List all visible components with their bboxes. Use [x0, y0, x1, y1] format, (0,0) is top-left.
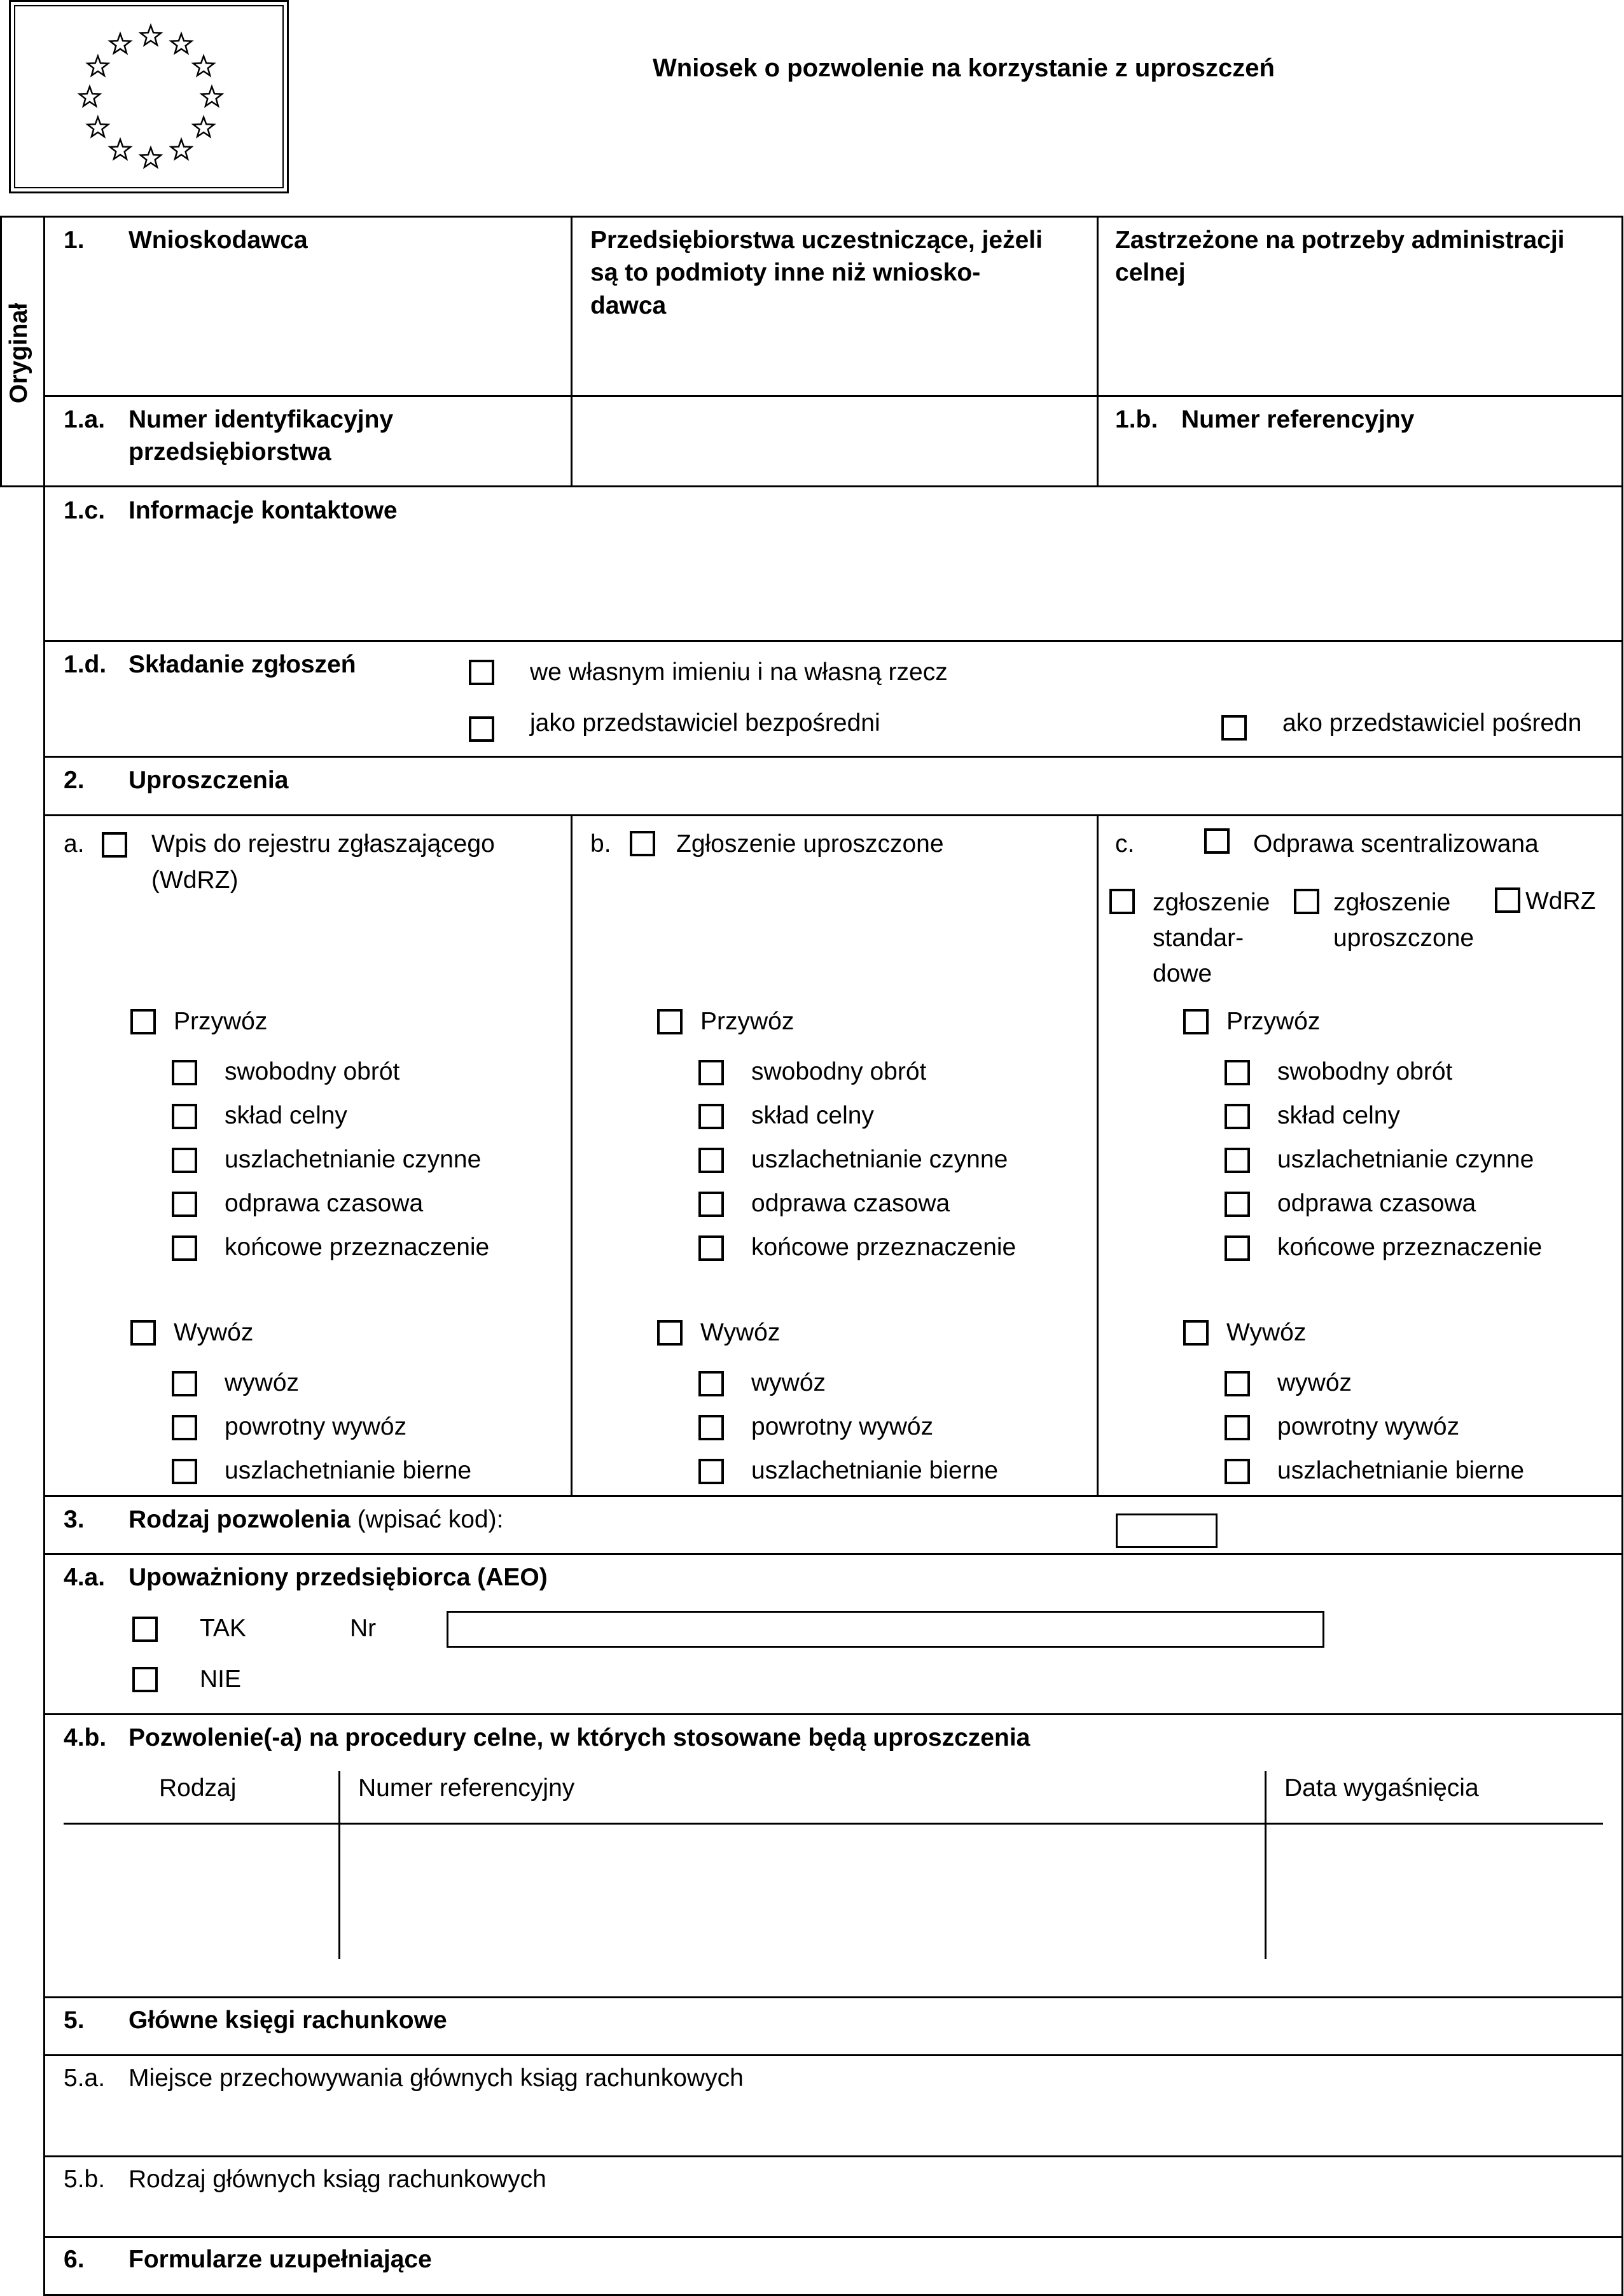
s4a-yes-label: TAK: [200, 1615, 246, 1642]
s2a-import-item-label: końcowe przeznaczenie: [225, 1234, 490, 1261]
s2b-export-item-checkbox[interactable]: [698, 1459, 724, 1484]
s2a-export-item-label: powrotny wywóz: [225, 1413, 407, 1440]
s2c-import-item-label: swobodny obrót: [1277, 1058, 1453, 1085]
s2b-export-label: Wywóz: [700, 1319, 781, 1346]
s5-number: 5.: [64, 2007, 85, 2034]
s2a-import-item-checkbox[interactable]: [172, 1192, 197, 1217]
eu-star-icon: [193, 56, 214, 76]
s2b-import-item-checkbox[interactable]: [698, 1148, 724, 1173]
eu-star-icon: [110, 139, 130, 159]
s3-label: Rodzaj pozwolenia (wpisać kod):: [128, 1506, 504, 1533]
s2c-import-item-label: uszlachetnianie czynne: [1277, 1146, 1534, 1173]
s2b-import-label: Przywóz: [700, 1008, 795, 1035]
side-label-original: Oryginał: [5, 302, 32, 404]
s3-code-input[interactable]: [1116, 1513, 1218, 1548]
s4b-col-expiry: Data wygaśnięcia: [1284, 1774, 1479, 1802]
s4b-number: 4.b.: [64, 1724, 107, 1751]
s2c-wdrz-label: WdRZ: [1525, 887, 1596, 915]
s2c-simplified-checkbox[interactable]: [1294, 889, 1319, 914]
s2c-simplified-label-1: zgłoszenie: [1333, 889, 1451, 916]
s2c-import-checkbox[interactable]: [1183, 1009, 1209, 1034]
s2a-import-item-label: skład celny: [225, 1102, 347, 1129]
s1d-indirect-rep-label: ako przedstawiciel pośredn: [1282, 709, 1582, 737]
eu-star-icon: [141, 25, 161, 45]
s5b-label: Rodzaj głównych ksiąg rachunkowych: [128, 2166, 546, 2193]
s2b-label: Zgłoszenie uproszczone: [676, 830, 944, 858]
eu-star-icon: [202, 87, 222, 106]
s2a-label-2: (WdRZ): [151, 866, 239, 894]
s6-label: Formularze uzupełniające: [128, 2246, 432, 2273]
s1-customs-reserved-2: celnej: [1115, 259, 1186, 286]
s2b-import-item-label: swobodny obrót: [751, 1058, 927, 1085]
s2b-import-item-label: odprawa czasowa: [751, 1190, 950, 1217]
eu-flag-logo: [9, 0, 289, 193]
s2b-import-item-label: uszlachetnianie czynne: [751, 1146, 1008, 1173]
s2-label: Uproszczenia: [128, 767, 289, 794]
s4b-label: Pozwolenie(-a) na procedury celne, w których stosowane będą uproszczenia: [128, 1724, 1031, 1751]
s4b-col-type: Rodzaj: [159, 1774, 237, 1802]
s2b-export-item-label: wywóz: [751, 1369, 826, 1396]
s2c-import-item-checkbox[interactable]: [1225, 1192, 1250, 1217]
s2-number: 2.: [64, 767, 85, 794]
eu-stars-circle-icon: [11, 2, 291, 195]
s1-customs-reserved-1: Zastrzeżone na potrzeby administracji: [1115, 226, 1565, 254]
s2a-export-item-label: wywóz: [225, 1369, 300, 1396]
s1-participants-label-1: Przedsiębiorstwa uczestniczące, jeżeli: [590, 226, 1043, 254]
s2c-import-item-checkbox[interactable]: [1225, 1148, 1250, 1173]
s6-number: 6.: [64, 2246, 85, 2273]
s2a-import-item-label: odprawa czasowa: [225, 1190, 424, 1217]
s2a-import-item-label: swobodny obrót: [225, 1058, 400, 1085]
s4a-no-label: NIE: [200, 1666, 242, 1693]
s2a-import-item-checkbox[interactable]: [172, 1235, 197, 1261]
eu-star-icon: [171, 139, 191, 159]
s1d-label: Składanie zgłoszeń: [128, 651, 356, 678]
s2a-export-checkbox[interactable]: [130, 1320, 156, 1346]
s2c-simplified-label-2: uproszczone: [1333, 924, 1475, 952]
s2b-simplified-checkbox[interactable]: [630, 831, 655, 856]
s2c-label: Odprawa scentralizowana: [1253, 830, 1539, 858]
s4a-nr-input[interactable]: [447, 1611, 1324, 1648]
s1d-number: 1.d.: [64, 651, 107, 678]
s3-number: 3.: [64, 1506, 85, 1533]
s1d-own-name-label: we własnym imieniu i na własną rzecz: [530, 658, 948, 686]
s2b-export-item-checkbox[interactable]: [698, 1371, 724, 1396]
s2c-import-item-checkbox[interactable]: [1225, 1060, 1250, 1085]
s2b-import-item-checkbox[interactable]: [698, 1104, 724, 1129]
s2c-import-item-label: końcowe przeznaczenie: [1277, 1234, 1543, 1261]
s2b-letter: b.: [590, 830, 611, 858]
s1-label: Wnioskodawca: [128, 226, 308, 254]
s1a-label-1: Numer identyfikacyjny: [128, 406, 394, 433]
s2a-export-item-checkbox[interactable]: [172, 1371, 197, 1396]
s2a-import-item-label: uszlachetnianie czynne: [225, 1146, 482, 1173]
s4a-yes-checkbox[interactable]: [132, 1617, 158, 1642]
s1d-own-name-checkbox[interactable]: [469, 660, 494, 685]
s1a-label-2: przedsiębiorstwa: [128, 438, 331, 466]
s2b-export-checkbox[interactable]: [657, 1320, 683, 1346]
s5a-number: 5.a.: [64, 2064, 106, 2092]
s5b-number: 5.b.: [64, 2166, 106, 2193]
s2a-import-item-checkbox[interactable]: [172, 1148, 197, 1173]
s1-participants-label-3: dawca: [590, 292, 667, 319]
s2a-import-item-checkbox[interactable]: [172, 1060, 197, 1085]
eu-star-icon: [88, 56, 108, 76]
s2c-export-item-label: uszlachetnianie bierne: [1277, 1457, 1525, 1484]
s2a-register-checkbox[interactable]: [102, 832, 127, 858]
s2b-import-item-checkbox[interactable]: [698, 1192, 724, 1217]
s1d-direct-rep-label: jako przedstawiciel bezpośredni: [530, 709, 880, 737]
s1b-label: Numer referencyjny: [1181, 406, 1415, 433]
s2b-import-item-checkbox[interactable]: [698, 1060, 724, 1085]
eu-star-icon: [110, 34, 130, 53]
s2c-standard-label-3: dowe: [1153, 960, 1212, 987]
s2c-import-item-label: odprawa czasowa: [1277, 1190, 1476, 1217]
s2b-import-checkbox[interactable]: [657, 1009, 683, 1034]
s2a-export-label: Wywóz: [174, 1319, 254, 1346]
eu-star-icon: [193, 117, 214, 137]
s1d-indirect-rep-checkbox[interactable]: [1221, 715, 1247, 741]
form-title: Wniosek o pozwolenie na korzystanie z uproszczeń: [653, 54, 1275, 82]
s2a-export-item-checkbox[interactable]: [172, 1459, 197, 1484]
s2a-label-1: Wpis do rejestru zgłaszającego: [151, 830, 495, 858]
s1-participants-label-2: są to podmioty inne niż wniosko-: [590, 259, 981, 286]
s2a-import-item-checkbox[interactable]: [172, 1104, 197, 1129]
s2a-export-item-label: uszlachetnianie bierne: [225, 1457, 472, 1484]
s2c-export-label: Wywóz: [1226, 1319, 1307, 1346]
s2c-import-item-checkbox[interactable]: [1225, 1235, 1250, 1261]
s2a-letter: a.: [64, 830, 85, 858]
s2b-import-item-checkbox[interactable]: [698, 1235, 724, 1261]
s4a-nr-label: Nr: [350, 1615, 377, 1642]
s1d-direct-rep-checkbox[interactable]: [469, 716, 494, 742]
eu-star-icon: [141, 148, 161, 167]
s2c-standard-checkbox[interactable]: [1109, 889, 1135, 914]
s2a-import-label: Przywóz: [174, 1008, 268, 1035]
s2a-import-checkbox[interactable]: [130, 1009, 156, 1034]
eu-star-icon: [80, 87, 100, 106]
s2c-export-checkbox[interactable]: [1183, 1320, 1209, 1346]
s2c-wdrz-checkbox[interactable]: [1495, 887, 1520, 913]
s2c-export-item-checkbox[interactable]: [1225, 1415, 1250, 1440]
s1-number: 1.: [64, 226, 85, 254]
s2b-import-item-label: skład celny: [751, 1102, 874, 1129]
s1c-label: Informacje kontaktowe: [128, 497, 398, 524]
s2c-letter: c.: [1115, 830, 1135, 858]
s2c-import-item-checkbox[interactable]: [1225, 1104, 1250, 1129]
s2b-import-item-label: końcowe przeznaczenie: [751, 1234, 1017, 1261]
s5a-label: Miejsce przechowywania głównych ksiąg rachunkowych: [128, 2064, 744, 2092]
s4a-no-checkbox[interactable]: [132, 1667, 158, 1692]
eu-star-icon: [88, 117, 108, 137]
s2c-export-item-label: powrotny wywóz: [1277, 1413, 1460, 1440]
s2b-export-item-label: powrotny wywóz: [751, 1413, 934, 1440]
s2b-export-item-checkbox[interactable]: [698, 1415, 724, 1440]
s1c-number: 1.c.: [64, 497, 106, 524]
s2a-export-item-checkbox[interactable]: [172, 1415, 197, 1440]
s4a-number: 4.a.: [64, 1564, 106, 1591]
s2c-standard-label-2: standar-: [1153, 924, 1244, 952]
s2c-export-item-label: wywóz: [1277, 1369, 1352, 1396]
s2c-export-item-checkbox[interactable]: [1225, 1371, 1250, 1396]
s2b-export-item-label: uszlachetnianie bierne: [751, 1457, 999, 1484]
s2c-export-item-checkbox[interactable]: [1225, 1459, 1250, 1484]
s2c-centralised-checkbox[interactable]: [1204, 828, 1230, 854]
s2c-import-label: Przywóz: [1226, 1008, 1321, 1035]
s5-label: Główne księgi rachunkowe: [128, 2007, 447, 2034]
eu-star-icon: [171, 34, 191, 53]
s4b-col-reference: Numer referencyjny: [358, 1774, 575, 1802]
s1a-number: 1.a.: [64, 406, 106, 433]
s4a-label: Upoważniony przedsiębiorca (AEO): [128, 1564, 548, 1591]
s2c-import-item-label: skład celny: [1277, 1102, 1400, 1129]
s2c-standard-label-1: zgłoszenie: [1153, 889, 1270, 916]
s1b-number: 1.b.: [1115, 406, 1158, 433]
